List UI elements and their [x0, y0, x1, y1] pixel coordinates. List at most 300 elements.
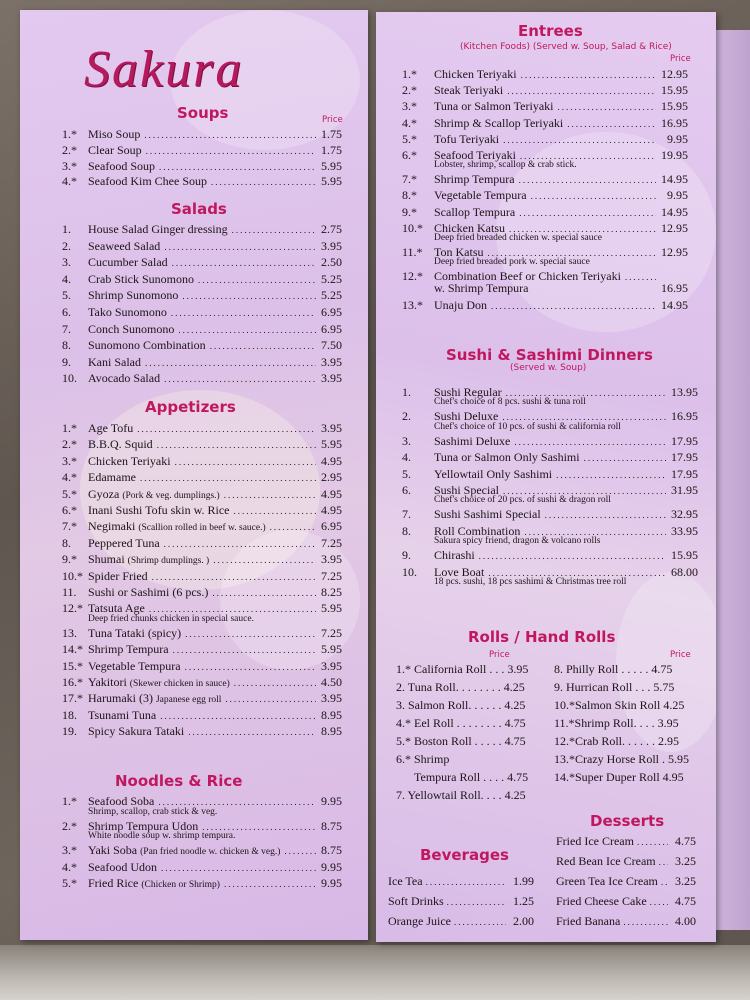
- item-name: Seafood Soup: [88, 158, 155, 173]
- leader-dots: [145, 355, 316, 370]
- leader-dots: [146, 143, 316, 158]
- item-price: 16.95: [671, 409, 698, 424]
- item-number: 10.: [62, 371, 77, 386]
- item-number: 10.: [402, 564, 417, 579]
- leader-dots: [212, 585, 316, 600]
- item-price: 19.95: [661, 148, 688, 162]
- item-name: Unaju Don: [434, 297, 487, 312]
- item-number: 6.: [62, 305, 71, 319]
- item-number: 2.*: [62, 437, 77, 452]
- item-price: 6.95: [321, 519, 342, 534]
- item-number: 5.*: [402, 131, 417, 146]
- item-price: 9.95: [667, 188, 688, 203]
- item-number: 7.: [402, 507, 411, 522]
- appetizers-heading: Appetizers: [145, 398, 236, 416]
- item-description: Sakura spicy friend, dragon & volcano rolls: [434, 536, 601, 547]
- item-price: 9.95: [321, 859, 342, 874]
- item-price: 3.95: [321, 371, 342, 386]
- leader-dots: [140, 470, 316, 485]
- leader-dots: [211, 174, 316, 189]
- leader-dots: [270, 519, 316, 534]
- item-number: 2.: [62, 238, 71, 253]
- item-price: 5.95: [321, 437, 342, 452]
- leader-dots: [661, 874, 668, 889]
- item-number: 10.*: [402, 220, 423, 235]
- item-number: 6.*: [62, 503, 77, 517]
- item-number: 5.: [402, 466, 411, 481]
- item-price: 8.75: [321, 818, 342, 833]
- item-number: 7.*: [62, 519, 77, 534]
- item-name: Age Tofu: [88, 421, 134, 435]
- item-number: 13.*: [402, 297, 423, 312]
- rolls-price-label-left: Price: [489, 650, 510, 660]
- item-price: 3.95: [321, 552, 342, 567]
- menu-item: [62, 487, 342, 502]
- item-description: Chef's choice of 10 pcs. of sushi & california roll: [434, 421, 621, 432]
- menu-item: [62, 222, 342, 237]
- menu-item: [402, 298, 688, 313]
- item-price: 1.75: [321, 127, 342, 141]
- menu-item: [402, 450, 698, 465]
- item-name: Chirashi: [434, 548, 475, 563]
- item-number: 3.: [62, 255, 71, 270]
- leader-dots: [185, 659, 316, 674]
- item-price: 7.25: [321, 625, 342, 640]
- menu-item: [402, 507, 698, 522]
- roll-item: 9. Hurrican Roll . . . 5.75: [554, 680, 675, 694]
- item-number: 2.: [402, 409, 411, 424]
- item-price: 9.95: [667, 131, 688, 146]
- item-name: Spicy Sakura Tataki: [88, 724, 185, 739]
- leader-dots: [556, 467, 666, 482]
- item-price: 4.50: [321, 675, 342, 689]
- menu-item: [402, 132, 688, 147]
- leader-dots: [503, 132, 656, 147]
- item-name: Shumai (Shrimp dumplings. ): [88, 552, 210, 567]
- item-name: Red Bean Ice Cream: [556, 854, 656, 868]
- beverages-heading: Beverages: [420, 846, 509, 864]
- leader-dots: [188, 724, 316, 739]
- item-note: (Shrimp dumplings. ): [127, 556, 210, 567]
- item-price: 8.25: [321, 585, 342, 599]
- item-price: 3.95: [321, 421, 342, 435]
- item-price: 9.95: [321, 794, 342, 808]
- entrees-heading: Entrees: [518, 22, 583, 40]
- item-number: 5.*: [62, 876, 77, 890]
- item-number: 12.*: [402, 269, 423, 284]
- leader-dots: [623, 914, 668, 929]
- item-price: 8.75: [321, 843, 342, 857]
- leader-dots: [164, 239, 316, 254]
- item-name: Roll Combination: [434, 523, 521, 538]
- item-name: Tuna or Salmon Teriyaki: [434, 99, 554, 114]
- item-name: Scallop Tempura: [434, 204, 516, 219]
- menu-item: [62, 371, 342, 386]
- item-name: B.B.Q. Squid: [88, 437, 153, 452]
- item-description: Lobster, shrimp, scallop & crab stick.: [434, 160, 577, 171]
- item-name: Shrimp Tempura: [88, 642, 169, 657]
- item-number: 5.: [62, 288, 71, 303]
- menu-right-panel: [376, 12, 716, 942]
- item-price: 1.75: [321, 142, 342, 157]
- soups-price-label: Price: [322, 115, 343, 125]
- menu-item: [62, 470, 342, 485]
- menu-item: [62, 569, 342, 584]
- item-name: Tatsuta Age: [88, 601, 145, 616]
- leader-dots: [224, 487, 316, 502]
- leader-dots: [454, 914, 506, 929]
- menu-item: [556, 854, 696, 869]
- item-number: 7.*: [402, 172, 417, 187]
- item-price: 33.95: [671, 523, 698, 538]
- item-price: 4.75: [675, 894, 696, 908]
- desserts-heading: Desserts: [590, 812, 665, 830]
- item-price: 5.95: [321, 601, 342, 616]
- item-name: Avocado Salad: [88, 371, 161, 386]
- item-number: 3.: [402, 433, 411, 448]
- item-price: 9.95: [321, 876, 342, 890]
- leader-dots: [507, 83, 656, 98]
- roll-item: 2. Tuna Roll. . . . . . . . 4.25: [396, 680, 525, 694]
- menu-item: [62, 437, 342, 452]
- leader-dots: [185, 626, 316, 641]
- leader-dots: [447, 894, 506, 909]
- leader-dots: [172, 255, 316, 270]
- item-name: Green Tea Ice Cream: [556, 874, 658, 888]
- item-name: Cucumber Salad: [88, 255, 168, 270]
- item-name: Sunomono Combination: [88, 338, 206, 353]
- item-number: 1.*: [62, 794, 77, 808]
- leader-dots: [159, 159, 316, 174]
- item-price: 12.95: [661, 220, 688, 235]
- roll-item: 1.* California Roll . . . 3.95: [396, 662, 529, 676]
- item-name: Shrimp & Scallop Teriyaki: [434, 115, 564, 130]
- leader-dots: [234, 503, 317, 518]
- item-price: 2.00: [513, 914, 534, 928]
- item-name: Yaki Soba (Pan fried noodle w. chicken & veg.): [88, 843, 281, 857]
- leader-dots: [479, 548, 666, 563]
- item-number: 9.*: [402, 204, 417, 219]
- roll-item: 3. Salmon Roll. . . . . . 4.25: [396, 698, 526, 712]
- item-number: 19.: [62, 724, 77, 739]
- item-name: Yellowtail Only Sashimi: [434, 466, 553, 481]
- item-name: Steak Teriyaki: [434, 83, 504, 98]
- item-price: 3.25: [675, 874, 696, 888]
- menu-item: [62, 642, 342, 657]
- menu-item: [62, 536, 342, 551]
- menu-item: [402, 548, 698, 563]
- item-name: Crab Stick Sunomono: [88, 271, 195, 286]
- item-number: 2.*: [62, 142, 77, 157]
- item-price: 17.95: [671, 450, 698, 465]
- item-number: 8.: [62, 535, 71, 550]
- leader-dots: [225, 691, 316, 706]
- item-number: 4.*: [402, 115, 417, 130]
- item-price: 5.25: [321, 288, 342, 303]
- item-price: 6.95: [321, 305, 342, 319]
- item-price: 7.25: [321, 535, 342, 550]
- item-number: 1.*: [402, 67, 417, 81]
- item-price: 4.95: [321, 503, 342, 517]
- item-price: 32.95: [671, 507, 698, 522]
- item-price: 15.95: [661, 83, 688, 98]
- leader-dots: [284, 843, 316, 858]
- menu-left-panel: [20, 10, 368, 940]
- leader-dots: [137, 421, 316, 436]
- leader-dots: [175, 454, 316, 469]
- leader-dots: [144, 127, 316, 142]
- item-description: Shrimp, scallop, crab stick & veg.: [88, 806, 218, 817]
- item-name: Inani Sushi Tofu skin w. Rice: [88, 503, 230, 517]
- item-number: 8.: [62, 338, 71, 353]
- item-price: 4.75: [675, 834, 696, 848]
- item-name: Seafood Soba: [88, 794, 155, 808]
- menu-item: [62, 239, 342, 254]
- item-number: 11.*: [402, 245, 423, 259]
- item-price: 8.95: [321, 707, 342, 722]
- item-price: 5.25: [321, 271, 342, 286]
- item-name: Chicken Teriyaki: [88, 453, 171, 468]
- item-name: Fried Banana: [556, 914, 621, 928]
- menu-item: [62, 691, 342, 706]
- item-name: Seafood Kim Chee Soup: [88, 174, 207, 189]
- item-name: Seafood Teriyaki: [434, 148, 516, 162]
- item-price: 15.95: [661, 99, 688, 114]
- item-number: 14.*: [62, 642, 83, 657]
- item-price: 5.95: [321, 158, 342, 173]
- menu-item: [556, 894, 696, 909]
- item-price: 13.95: [671, 385, 698, 399]
- menu-item: [402, 205, 688, 220]
- item-number: 3.*: [62, 843, 77, 857]
- menu-item: [62, 255, 342, 270]
- item-name: Ice Tea: [388, 874, 423, 888]
- item-price: 16.95: [661, 115, 688, 130]
- item-name: Seafood Udon: [88, 859, 157, 874]
- item-name: Ton Katsu: [434, 245, 484, 259]
- roll-item: 12.*Crab Roll. . . . . . 2.95: [554, 734, 679, 748]
- sushi-heading: Sushi & Sashimi Dinners: [446, 346, 653, 364]
- menu-item: [62, 860, 342, 875]
- roll-item: 11.*Shrimp Roll. . . . 3.95: [554, 716, 679, 730]
- menu-item: [62, 305, 342, 320]
- item-price: 3.95: [321, 354, 342, 369]
- menu-item: [62, 843, 342, 858]
- item-name: Orange Juice: [388, 914, 451, 928]
- item-price: 7.25: [321, 568, 342, 583]
- salads-heading: Salads: [171, 200, 227, 218]
- leader-dots: [164, 536, 316, 551]
- item-price: 4.95: [321, 453, 342, 468]
- item-note: (Skewer chicken in sauce): [129, 679, 230, 689]
- item-name: Tuna or Salmon Only Sashimi: [434, 450, 580, 465]
- item-price: 8.95: [321, 724, 342, 739]
- item-name: Chicken Teriyaki: [434, 67, 517, 81]
- item-note: (Pork & veg. dumplings.): [122, 490, 220, 501]
- item-number: 11.: [62, 585, 77, 599]
- menu-item: [556, 914, 696, 929]
- leader-dots: [173, 642, 316, 657]
- menu-item: [62, 143, 342, 158]
- item-number: 4.*: [62, 174, 77, 189]
- item-note: (Chicken or Shrimp): [141, 880, 220, 890]
- item-number: 3.*: [62, 158, 77, 173]
- item-price: 12.95: [661, 245, 688, 259]
- item-price: 4.95: [321, 486, 342, 501]
- item-number: 15.*: [62, 658, 83, 673]
- item-price: 3.25: [675, 854, 696, 868]
- item-number: 7.: [62, 321, 71, 336]
- item-name: Sushi Regular: [434, 385, 502, 399]
- item-number: 13.: [62, 625, 77, 640]
- leader-dots: [650, 894, 668, 909]
- item-number: 16.*: [62, 675, 83, 689]
- menu-item: [388, 894, 534, 909]
- item-name: Tofu Teriyaki: [434, 131, 500, 146]
- restaurant-logo: Sakura: [84, 41, 244, 98]
- rolls-price-label-right: Price: [670, 650, 691, 660]
- sushi-subheading: (Served w. Soup): [510, 363, 587, 373]
- item-number: 4.*: [62, 859, 77, 874]
- item-name: Kani Salad: [88, 354, 141, 369]
- roll-item: 7. Yellowtail Roll. . . . 4.25: [396, 788, 526, 802]
- item-name: Gyoza (Pork & veg. dumplings.): [88, 486, 220, 501]
- entrees-price-label: Price: [670, 54, 691, 64]
- item-name: Tako Sunomono: [88, 305, 167, 319]
- menu-item: [62, 174, 342, 189]
- item-number: 17.*: [62, 691, 83, 706]
- item-name: Spider Fried: [88, 568, 148, 583]
- leader-dots: [213, 552, 316, 567]
- item-name: Negimaki (Scallion rolled in beef w. sauce.): [88, 519, 266, 534]
- item-number: 6.*: [402, 148, 417, 162]
- menu-item: [402, 116, 688, 131]
- item-number: 5.*: [62, 486, 77, 501]
- item-description: White noodle soup w. shrimp tempura.: [88, 831, 236, 841]
- item-price: 3.95: [321, 658, 342, 673]
- leader-dots: [637, 834, 668, 849]
- item-price: 3.95: [321, 238, 342, 253]
- menu-item: [402, 172, 688, 187]
- item-price: 14.95: [661, 297, 688, 312]
- leader-dots: [531, 188, 656, 203]
- roll-item: 14.*Super Duper Roll 4.95: [554, 770, 684, 784]
- item-name: Seaweed Salad: [88, 238, 161, 253]
- menu-item: [62, 288, 342, 303]
- menu-item: [62, 159, 342, 174]
- item-price: 17.95: [671, 466, 698, 481]
- noodles-heading: Noodles & Rice: [115, 772, 243, 790]
- item-number: 9.*: [62, 552, 77, 567]
- item-description: Deep fried breaded chicken w. special sauce: [434, 233, 602, 243]
- item-number: 1.*: [62, 421, 77, 435]
- item-name-line2: w. Shrimp Tempura: [434, 281, 529, 296]
- floor-strip: [0, 945, 750, 1000]
- item-price: 1.99: [513, 874, 534, 888]
- item-name: Tsunami Tuna: [88, 707, 157, 722]
- item-price: 2.50: [321, 255, 342, 270]
- item-name: Harumaki (3) Japanese egg roll: [88, 691, 222, 706]
- item-price: 16.95: [661, 281, 688, 296]
- item-price: 31.95: [671, 483, 698, 497]
- menu-item: [556, 874, 696, 889]
- item-name: Shrimp Tempura: [434, 172, 515, 187]
- leader-dots: [171, 305, 316, 320]
- item-description: 18 pcs. sushi, 18 pcs sashimi & Christmas tree roll: [434, 577, 627, 587]
- item-number: 12.*: [62, 601, 83, 616]
- item-price: 7.50: [321, 338, 342, 353]
- item-number: 1.*: [62, 127, 77, 141]
- entrees-subheading: (Kitchen Foods) (Served w. Soup, Salad & Rice): [460, 42, 672, 52]
- menu-item: [62, 454, 342, 469]
- menu-item: [62, 585, 342, 600]
- leader-dots: [178, 322, 316, 337]
- item-name: Combination Beef or Chicken Teriyaki: [434, 269, 621, 284]
- menu-item: [402, 83, 688, 98]
- item-number: 3.*: [62, 453, 77, 468]
- menu-item: [402, 434, 698, 449]
- rolls-heading: Rolls / Hand Rolls: [468, 628, 616, 646]
- menu-item: [388, 914, 534, 929]
- item-name: Shrimp Sunomono: [88, 288, 179, 303]
- leader-dots: [519, 172, 656, 187]
- item-name: Vegetable Tempura: [434, 188, 527, 203]
- item-price: 5.95: [321, 642, 342, 657]
- roll-item: Tempura Roll . . . . 4.75: [414, 770, 529, 784]
- item-number: 4.: [62, 271, 71, 286]
- leader-dots: [521, 67, 656, 82]
- item-description: Chef's choice of 8 pcs. sushi & tuna roll: [434, 397, 586, 408]
- menu-item: [402, 99, 688, 114]
- menu-item: [62, 659, 342, 674]
- item-name: Sushi or Sashimi (6 pcs.): [88, 585, 209, 599]
- leader-dots: [545, 507, 666, 522]
- item-price: 5.95: [321, 174, 342, 189]
- item-price: 68.00: [671, 564, 698, 579]
- item-number: 10.*: [62, 568, 83, 583]
- leader-dots: [182, 288, 316, 303]
- item-price: 14.95: [661, 172, 688, 187]
- item-price: 17.95: [671, 433, 698, 448]
- menu-item: [62, 338, 342, 353]
- leader-dots: [567, 116, 656, 131]
- item-note: Japanese egg roll: [155, 695, 222, 706]
- leader-dots: [625, 269, 656, 284]
- leader-dots: [584, 450, 666, 465]
- menu-item: [402, 188, 688, 203]
- menu-item: [62, 272, 342, 287]
- menu-item: [62, 708, 342, 723]
- item-price: 14.95: [661, 204, 688, 219]
- menu-item: [62, 322, 342, 337]
- menu-item: [62, 876, 342, 891]
- leader-dots: [160, 708, 316, 723]
- leader-dots: [426, 874, 506, 889]
- item-number: 4.: [402, 450, 411, 465]
- item-price: 1.25: [513, 894, 534, 908]
- item-number: 1.: [62, 222, 71, 236]
- menu-item: [62, 355, 342, 370]
- roll-item: 6.* Shrimp: [396, 752, 450, 766]
- item-name: House Salad Ginger dressing: [88, 222, 228, 236]
- leader-dots: [161, 860, 316, 875]
- leader-dots: [210, 338, 316, 353]
- roll-item: 5.* Boston Roll . . . . . 4.75: [396, 734, 526, 748]
- item-name: Miso Soup: [88, 127, 141, 141]
- item-note: (Pan fried noodle w. chicken & veg.): [140, 847, 281, 857]
- menu-item: [62, 552, 342, 567]
- leader-dots: [224, 876, 316, 891]
